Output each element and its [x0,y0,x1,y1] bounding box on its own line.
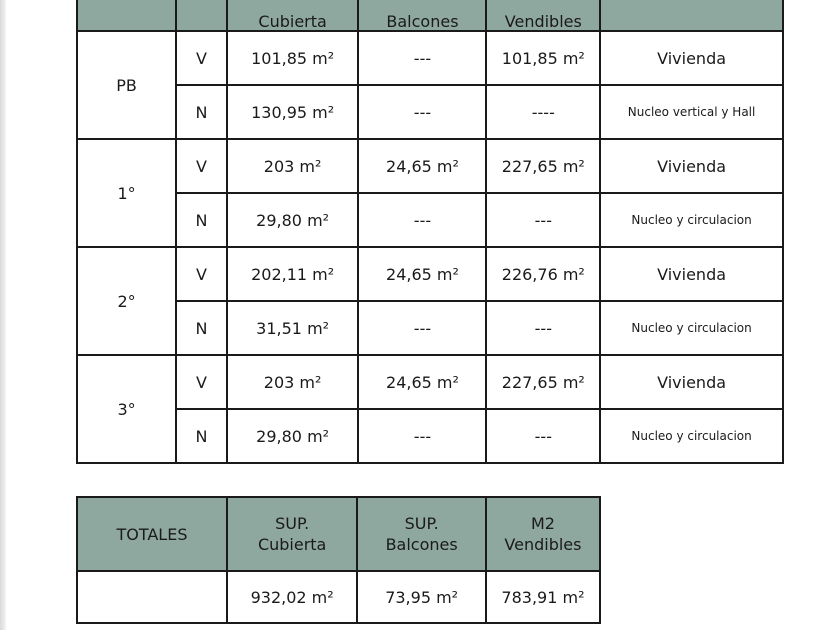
totals-table [76,496,601,624]
cubierta-value: 202,11 m² [227,247,359,301]
floor-label: PB [77,31,176,139]
uso-value: Nucleo y circulacion [600,409,783,463]
uso-value: Vivienda [600,355,783,409]
unit-code: V [176,247,227,301]
totals-header-balcones-line2: Balcones [385,535,458,554]
surface-table [76,0,784,464]
totals-header-vendibles-line2: Vendibles [504,535,582,554]
header-label-vendibles: Vendibles [504,12,582,31]
table-row [77,85,783,139]
table-row [77,247,783,301]
header-cell-cubierta [227,0,359,31]
floor-label: 3° [77,355,176,463]
table-row [77,409,783,463]
uso-value: Vivienda [600,31,783,85]
balcones-value: 24,65 m² [358,247,486,301]
unit-code: N [176,301,227,355]
unit-code: N [176,85,227,139]
cubierta-value: 203 m² [227,139,359,193]
vendibles-value: 227,65 m² [486,139,600,193]
unit-code: N [176,193,227,247]
totals-header-balcones [357,497,486,571]
totals-empty-cell [77,571,227,623]
header-label-cubierta: Cubierta [258,12,327,31]
balcones-value: 24,65 m² [358,139,486,193]
cubierta-value: 130,95 m² [227,85,359,139]
totals-header-cubierta [227,497,357,571]
page-edge-shadow [0,0,6,630]
balcones-value: --- [358,193,486,247]
header-cell-floor [77,0,176,31]
balcones-value: --- [358,31,486,85]
totals-header-row [77,497,600,571]
balcones-value: --- [358,409,486,463]
uso-value: Nucleo y circulacion [600,193,783,247]
table-row [77,355,783,409]
cubierta-value: 203 m² [227,355,359,409]
totals-vendibles-value: 783,91 m² [486,571,600,623]
cubierta-value: 29,80 m² [227,409,359,463]
totals-cubierta-value: 932,02 m² [227,571,357,623]
totals-header-cubierta-line2: Cubierta [257,535,327,554]
vendibles-value: 226,76 m² [486,247,600,301]
vendibles-value: --- [486,193,600,247]
header-cell-balcones [358,0,486,31]
table-row [77,193,783,247]
totals-value-row [77,571,600,623]
unit-code: N [176,409,227,463]
floor-label: 2° [77,247,176,355]
unit-code: V [176,139,227,193]
header-label-balcones: Balcones [386,12,459,31]
uso-value: Nucleo y circulacion [600,301,783,355]
cubierta-value: 31,51 m² [227,301,359,355]
vendibles-value: 101,85 m² [486,31,600,85]
balcones-value: 24,65 m² [358,355,486,409]
vendibles-value: ---- [486,85,600,139]
header-cell-code [176,0,227,31]
uso-value: Nucleo vertical y Hall [600,85,783,139]
table-row [77,31,783,85]
totals-header-vendibles [486,497,600,571]
header-cell-vendibles [486,0,600,31]
vendibles-value: --- [486,409,600,463]
header-cell-uso [600,0,783,31]
uso-value: Vivienda [600,247,783,301]
balcones-value: --- [358,301,486,355]
floor-label: 1° [77,139,176,247]
totals-label: TOTALES [77,497,227,571]
unit-code: V [176,31,227,85]
balcones-value: --- [358,85,486,139]
uso-value: Vivienda [600,139,783,193]
cubierta-value: 101,85 m² [227,31,359,85]
totals-header-cubierta-line1: SUP. [275,514,310,533]
totals-header-vendibles-line1: M2 [530,514,555,533]
vendibles-value: --- [486,301,600,355]
vendibles-value: 227,65 m² [486,355,600,409]
table-row [77,139,783,193]
totals-header-balcones-line1: SUP. [404,514,439,533]
unit-code: V [176,355,227,409]
table-header-row [77,0,783,31]
table-row [77,301,783,355]
cubierta-value: 29,80 m² [227,193,359,247]
totals-balcones-value: 73,95 m² [357,571,486,623]
